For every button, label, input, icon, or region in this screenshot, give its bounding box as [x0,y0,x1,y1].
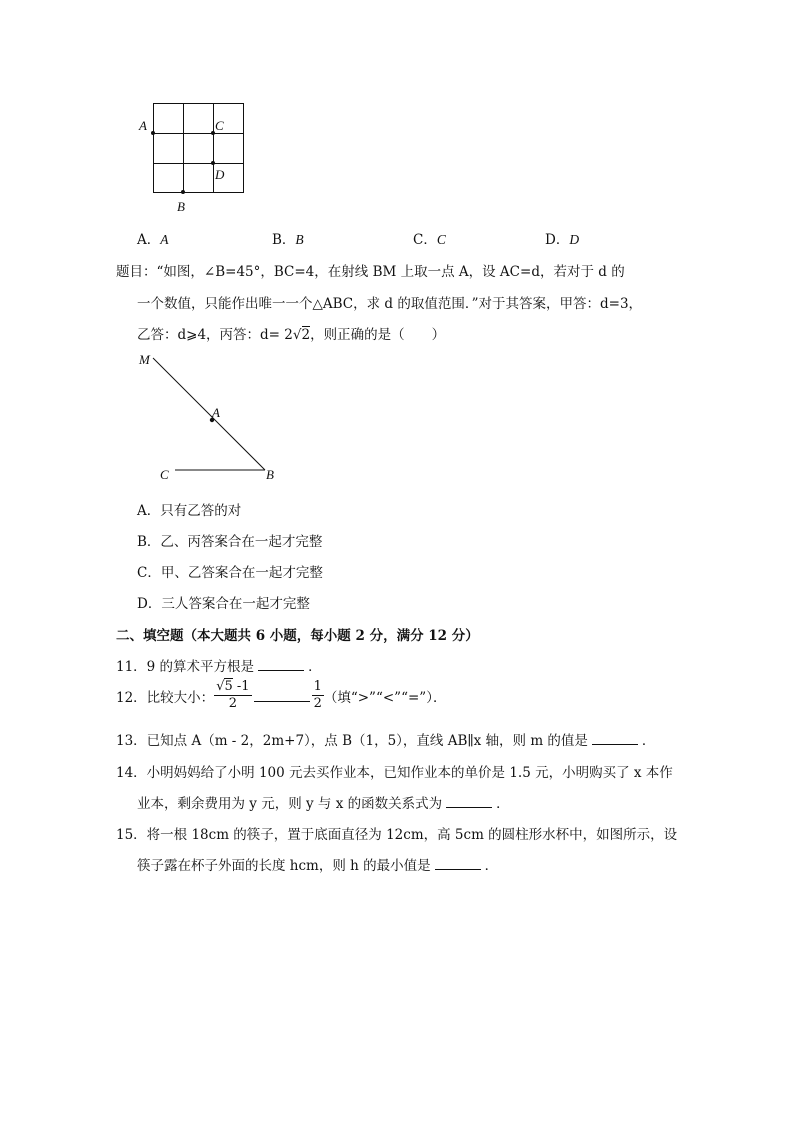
option-value: C [436,232,446,247]
q14-text-b: ． [496,796,510,812]
grid-label-b: B [177,199,185,214]
grid-v-line [213,103,214,193]
grid-label-c: C [215,118,224,133]
grid-h-line [153,192,244,193]
sqrt-expression [293,326,310,343]
q10-option-d[interactable]: D．三人答案合在一起才完整 [137,596,310,612]
option-value: D [569,232,580,247]
q10-text-3b: ，则正确的是（ ） [310,327,446,343]
grid-h-line [153,103,244,104]
q9-grid-figure [153,103,245,193]
fraction-1-numerator [214,679,251,696]
fig-label-m: M [139,352,150,367]
point-d-dot [211,161,215,165]
option-value: A [160,232,169,247]
q10-text-3a: 乙答：d⩾4，丙答：d= 2 [137,327,293,343]
q13-text-b: ． [641,733,656,749]
grid-v-line [153,103,154,193]
q11-text-a: 11．9 的算术平方根是 [116,659,255,675]
q10-line-2 [137,292,642,312]
grid-label-d: D [215,167,225,182]
radical-sign: √ [216,679,225,694]
answer-blank[interactable] [254,689,310,702]
option-value: B [295,232,304,247]
fig-label-b: B [266,467,274,482]
option-letter: D． [545,232,570,248]
option-letter: A． [137,232,161,248]
ray-bm [153,358,265,470]
option-letter: C． [413,232,437,248]
q10-text-2: 一个数值，只能作出唯一一个△ABC，求 d 的取值范围．”对于其答案，甲答：d=3， [137,296,643,312]
grid-h-line [153,163,244,164]
section-title: 二、填空题（本大题共 6 小题，每小题 2 分，满分 12 分） [116,628,479,644]
grid-v-line [243,103,244,193]
q9-option-d[interactable] [545,228,579,248]
answer-blank[interactable] [446,797,492,808]
q10-line-3 [137,323,445,343]
q10-text-1: 题目：“如图，∠B=45°，BC=4，在射线 BM 上取一点 A，设 AC=d，若对于 d 的 [116,264,625,280]
answer-blank[interactable] [435,859,481,870]
fraction-1 [214,679,251,712]
q15-line-2 [137,854,498,874]
q10-option-a[interactable]: A．只有乙答的对 [137,503,242,519]
numerator-rest: -1 [232,679,250,694]
answer-blank[interactable] [592,734,638,745]
q11-text-b: ． [308,659,322,675]
q12-prefix: 12．比较大小： [116,689,215,706]
q11-line [116,655,322,675]
q9-option-a[interactable] [137,228,169,248]
q14-line-2 [137,792,510,812]
q15-line-1: 15．将一根 18cm 的筷子，置于底面直径为 12cm，高 5cm 的圆柱形水杯中，如图所示，设 [116,827,678,843]
q12-line [116,679,446,712]
grid-v-line [183,103,184,193]
radicand: 5 [224,679,233,694]
point-b-dot [181,190,185,194]
point-a-dot [151,131,155,135]
q10-line-1 [116,260,625,280]
q10-ray-figure [130,350,290,485]
q15-text-a: 筷子露在杯子外面的长度 hcm，则 h 的最小值是 [137,858,431,874]
fraction-2 [312,679,324,712]
option-letter: B． [272,232,296,248]
q9-option-b[interactable] [272,228,304,248]
q14-line-1: 14．小明妈妈给了小明 100 元去买作业本，已知作业本的单价是 1.5 元，小明购买了 x 本作 [116,765,673,781]
answer-blank[interactable] [258,660,304,671]
q14-text-a: 业本，剩余费用为 y 元，则 y 与 x 的函数关系式为 [137,796,443,812]
q15-text-b: ． [484,858,499,874]
fraction-2-denominator: 2 [313,696,322,711]
grid-label-a: A [139,118,147,133]
q9-option-c[interactable] [413,228,446,248]
fig-label-c: C [160,467,169,482]
q10-option-c[interactable]: C．甲、乙答案合在一起才完整 [137,565,323,581]
fraction-1-denominator: 2 [228,696,238,711]
q12-suffix: （填“>”“<”“=”）． [323,689,447,706]
fraction-2-numerator: 1 [313,679,322,694]
q10-option-b[interactable]: B．乙、丙答案合在一起才完整 [137,534,323,550]
radical-sign: √ [292,327,302,343]
q13-text-a: 13．已知点 A（m - 2，2m+7），点 B（1，5），直线 AB∥x 轴，则 m 的值是 [116,733,588,749]
fig-label-a: A [212,405,220,420]
grid-h-line [153,133,244,134]
q13-line [116,729,655,749]
radicand: 2 [301,327,311,343]
